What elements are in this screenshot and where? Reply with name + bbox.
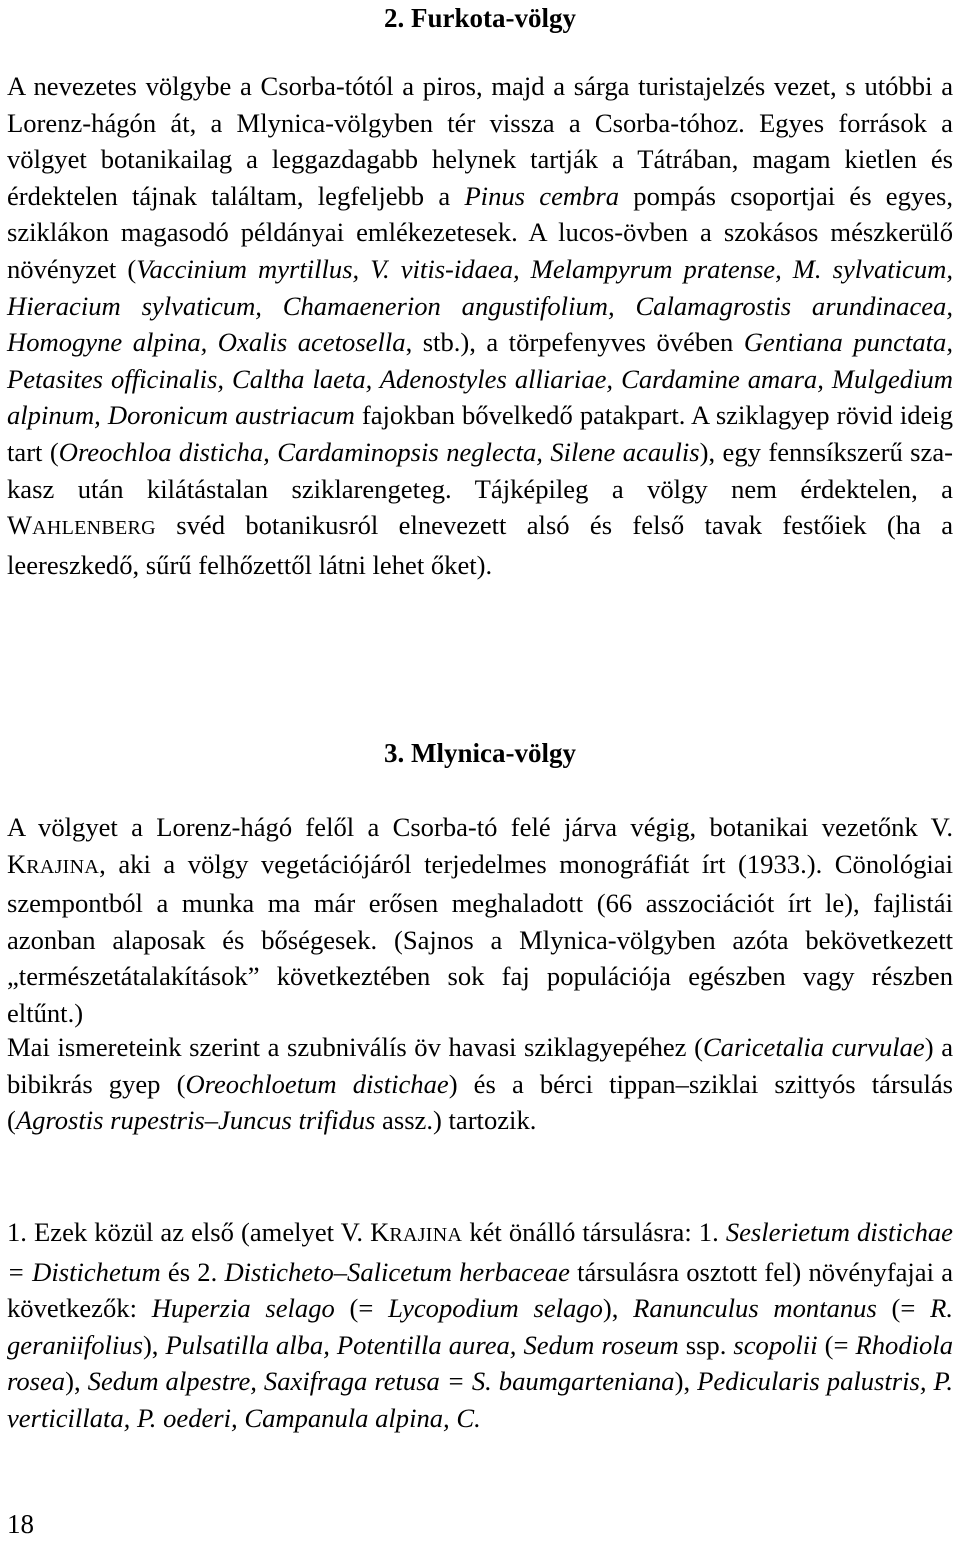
paragraph-furkota: A nevezetes völgybe a Csorba-tótól a piros, majd a sárga turistajelzés vezet, s utóbbi a Lorenz-hágón át, a Mlynica-völgyben tér vissza a Csorba-tóhoz. Egyes források a völgyet botanikailag a leggazdagabb helynek tartják a Tátrában, magam kietlen és érdektelen tájnak találtam, legfeljebb a Pinus cembra pompás csoportjai és egyes, sziklákon magasodó példányai emlékezetesek. A lucos-övben a szokásos mészkerülő növényzet (Vaccinium myrtillus, V. vitis-idaea, Melampyrum pratense, M. sylvaticum, Hieracium sylvaticum, Chamaenerion angustifolium, Calamagrostis arundinacea, Homogyne alpina, Oxalis acetosella, stb.), a törpefenyves övében Gentiana punctata, Petasites officinalis, Caltha laeta, Adenostyles alliariae, Cardamine amara, Mulgedium alpinum, Doronicum austriacum fajokban bővelkedő patakpart. A sziklagyep rövid ideig tart (Oreochloa disticha, Cardaminopsis neglecta, Silene acaulis), egy fennsíkszerű szakasz után kilátástalan sziklarengeteg. Tájképileg a völgy nem érdektelen, a WAHLENBERG svéd botanikusról elnevezett alsó és felső tavak festőiek (ha a leereszkedő, sűrű felhőzettől látni lehet őket). — [7, 71, 954, 580]
page-number: 18 — [7, 1509, 34, 1539]
paragraph-mlynica-intro: A völgyet a Lorenz-hágó felől a Csorba-tó felé járva végig, botanikai vezetőnk V. KRAJINA, aki a völgy vegetációjáról terjedelmes monográfiát írt (1933.). Cönológiai szempontból a munka ma már erősen meghaladott (66 asszociációt írt le), fajlistái azonban alaposak és bőségesek. (Sajnos a Mlynica-völgyben azóta bekövetkezett „természetátalakítások” következtében sok faj populációja egészben vagy részben eltűnt.) — [7, 812, 953, 1028]
section-title-furkota: 2. Furkota-völgy — [384, 3, 576, 33]
section-title-mlynica: 3. Mlynica-völgy — [384, 738, 576, 768]
paragraph-mlynica-zones: Mai ismereteink szerint a szubniválís öv havasi sziklagyepéhez (Caricetalia curvulae) a bibikrás gyep (Oreochloetum distichae) és a bérci tippan–sziklai szittyós társulás (Agrostis rupestris–Juncus trifidus assz.) tartozik. — [7, 1032, 954, 1136]
paragraph-mlynica-list: 1. Ezek közül az első (amelyet V. KRAJINA két önálló társulásra: 1. Seslerietum distichae = Distichetum és 2. Disticheto–Salicetum herbaceae társulásra osztott fel) növényfajai a következők: Huperzia selago (= Lycopodium selago), Ranunculus montanus (= R. geraniifolius), Pulsatilla alba, Potentilla aurea, Sedum roseum ssp. scopolii (= Rhodiola rosea), Sedum alpestre, Saxifraga retusa = S. baumgarteniana), Pedicularis palustris, P. verticillata, P. oederi, Campanula alpina, C. — [7, 1217, 954, 1433]
